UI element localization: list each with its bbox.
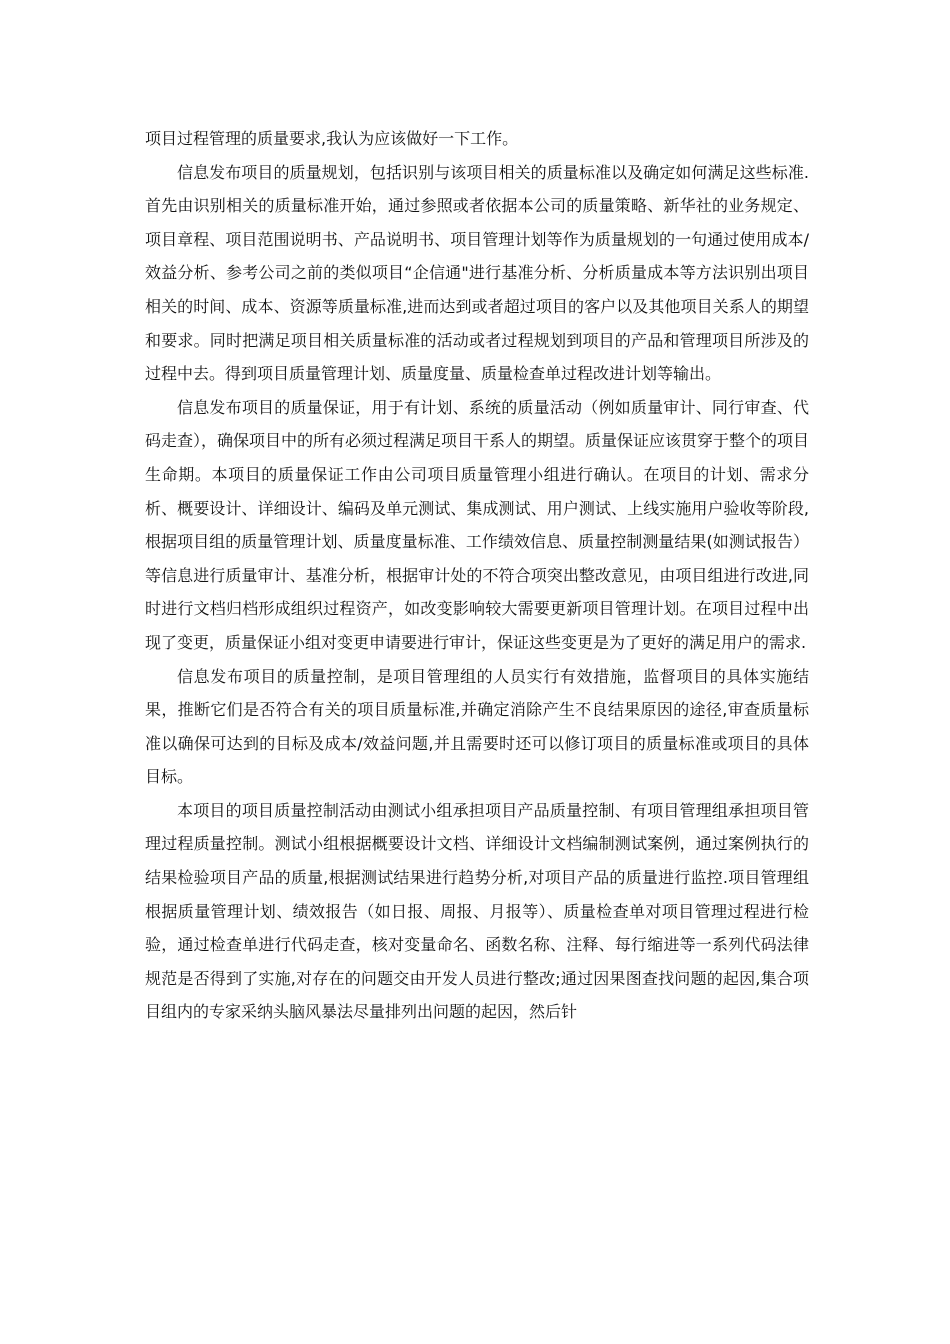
paragraph-quality-control: 信息发布项目的质量控制，是项目管理组的人员实行有效措施，监督项目的具体实施结果，推断它们是否符合有关的项目质量标准,并确定消除产生不良结果原因的途径,审查质量标准以确保可达到的目标及成本/效益问题,并且需要时还可以修订项目的质量标准或项目的具体目标。 bbox=[145, 666, 809, 787]
paragraph-quality-planning: 信息发布项目的质量规划，包括识别与该项目相关的质量标准以及确定如何满足这些标准.首先由识别相关的质量标准开始，通过参照或者依据本公司的质量策略、新华社的业务规定、项目章程、项目范围说明书、产品说明书、项目管理计划等作为质量规划的一句通过使用成本/效益分析、参考公司之前的类似项目“企信通"进行基准分析、分析质量成本等方法识别出项目相关的时间、成本、资源等质量标准,进而达到或者超过项目的客户以及其他项目关系人的期望和要求。同时把满足项目相关质量标准的活动或者过程规划到项目的产品和管理项目所涉及的过程中去。得到项目质量管理计划、质量度量、质量检查单过程改进计划等输出。 bbox=[145, 162, 809, 384]
paragraph-intro: 项目过程管理的质量要求,我认为应该做好一下工作。 bbox=[145, 129, 519, 148]
document-body bbox=[145, 122, 809, 1029]
paragraph-quality-assurance: 信息发布项目的质量保证，用于有计划、系统的质量活动（例如质量审计、同行审查、代码走查），确保项目中的所有必须过程满足项目干系人的期望。质量保证应该贯穿于整个的项目生命期。本项目的质量保证工作由公司项目质量管理小组进行确认。在项目的计划、需求分析、概要设计、详细设计、编码及单元测试、集成测试、用户测试、上线实施用户验收等阶段,根据项目组的质量管理计划、质量度量标准、工作绩效信息、质量控制测量结果(如测试报告）等信息进行质量审计、基准分析，根据审计处的不符合项突出整改意见，由项目组进行改进,同时进行文档归档形成组织过程资产，如改变影响较大需要更新项目管理计划。在项目过程中出现了变更，质量保证小组对变更申请要进行审计，保证这些变更是为了更好的满足用户的需求. bbox=[145, 397, 810, 652]
paragraph-control-activities: 本项目的项目质量控制活动由测试小组承担项目产品质量控制、有项目管理组承担项目管理过程质量控制。测试小组根据概要设计文档、详细设计文档编制测试案例，通过案例执行的结果检验项目产品的质量,根据测试结果进行趋势分析,对项目产品的质量进行监控.项目管理组根据质量管理计划、绩效报告（如日报、周报、月报等）、质量检查单对项目管理过程进行检验，通过检查单进行代码走查，核对变量命名、函数名称、注释、每行缩进等一系列代码法律规范是否得到了实施,对存在的问题交由开发人员进行整改;通过因果图查找问题的起因,集合项目组内的专家采纳头脑风暴法尽量排列出问题的起因，然后针 bbox=[145, 800, 809, 1022]
